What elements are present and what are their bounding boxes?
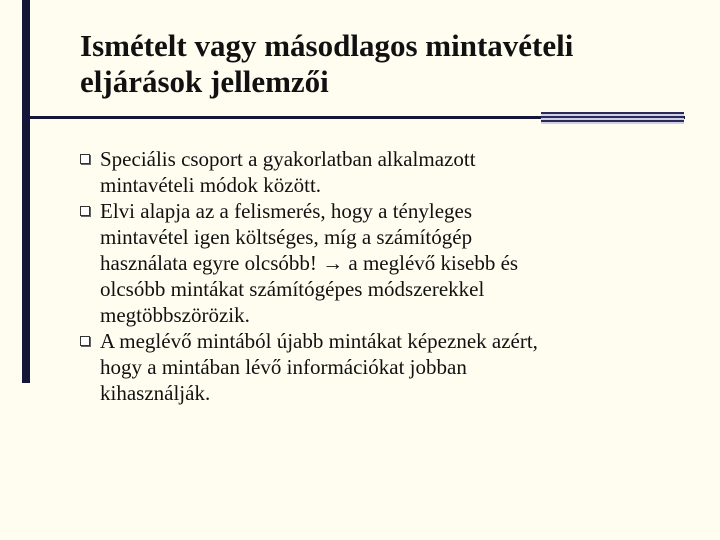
bullet-2-line-1: Elvi alapja az a felismerés, hogy a tényleges: [100, 199, 473, 223]
bullet-item-3: [80, 328, 690, 406]
bullet-2-line-5: megtöbbszörözik.: [100, 303, 250, 327]
title-underline-accent: [541, 112, 684, 124]
bullet-list: [80, 146, 690, 406]
hollow-square-bullet-icon: [80, 206, 90, 216]
bullet-3-line-3: kihasználják.: [100, 381, 211, 405]
bullet-2-line-3: használata egyre olcsóbb! → a meglévő kisebb és: [100, 251, 519, 275]
bullet-item-1: [80, 146, 690, 198]
slide-title-line-1: Ismételt vagy másodlagos mintavételi: [80, 28, 574, 63]
slide-title: [80, 28, 700, 100]
bullet-3-line-1: A meglévő mintából újabb mintákat képeznek azért,: [100, 329, 538, 353]
bullet-2-line-2: mintavétel igen költséges, míg a számítógép: [100, 225, 473, 249]
slide-title-line-2: eljárások jellemzői: [80, 64, 329, 99]
bullet-1-line-2: mintavételi módok között.: [100, 173, 322, 197]
bullet-2-line-4: olcsóbb mintákat számítógépes módszerekkel: [100, 277, 485, 301]
hollow-square-bullet-icon: [80, 154, 90, 164]
hollow-square-bullet-icon: [80, 336, 90, 346]
bullet-3-line-2: hogy a mintában lévő információkat jobban: [100, 355, 467, 379]
left-accent-bar: [22, 0, 30, 383]
bullet-1-line-1: Speciális csoport a gyakorlatban alkalmazott: [100, 147, 476, 171]
bullet-item-2: [80, 198, 690, 328]
